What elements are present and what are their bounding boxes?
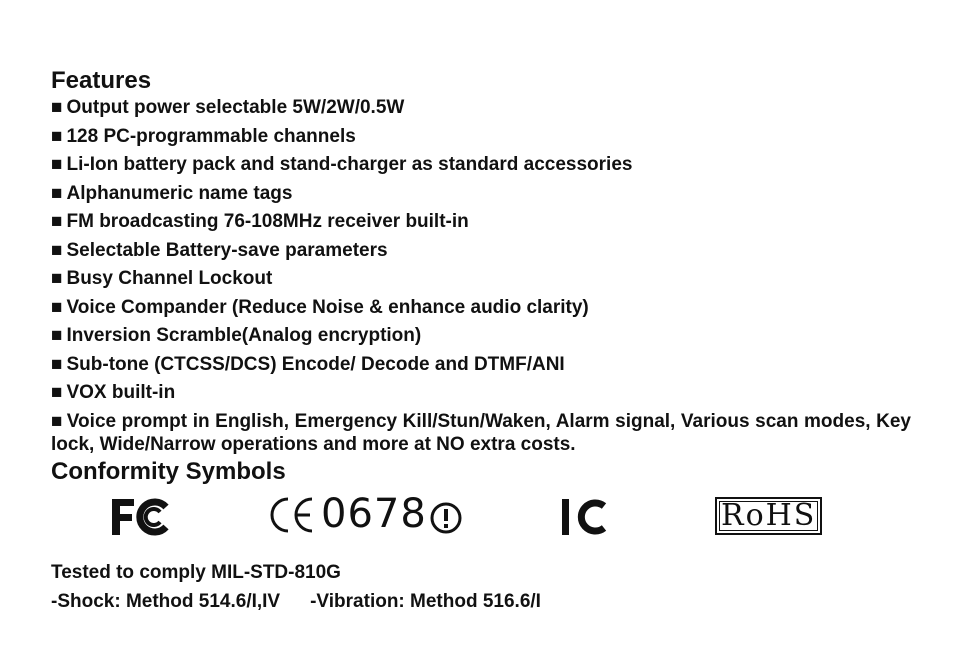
bullet-icon: ■ [51,353,63,375]
bullet-icon: ■ [51,239,63,261]
feature-item: ■ Voice Compander (Reduce Noise & enhance audio clarity) [51,296,589,318]
rohs-mark-icon: RoHS [715,497,822,535]
bullet-icon: ■ [51,382,63,403]
bullet-icon: ■ [51,410,63,432]
test-methods [51,590,911,613]
alert-class-icon [429,501,463,535]
vibration-method: -Vibration: Method 516.6/I [310,590,541,612]
ic-mark-icon [560,497,608,537]
features-list [51,96,911,457]
feature-item: ■ VOX built-in [51,382,176,403]
ce-mark-icon [268,495,316,535]
fc-mark-icon [110,497,170,537]
bullet-icon: ■ [51,182,63,204]
test-standard: Tested to comply MIL-STD-810G [51,561,341,583]
document-page [51,66,911,613]
bullet-icon: ■ [51,125,63,147]
bullet-icon: ■ [51,97,63,118]
bullet-icon: ■ [51,268,63,289]
shock-method: -Shock: Method 514.6/I,IV [51,590,281,612]
feature-item: ■ Output power selectable 5W/2W/0.5W [51,97,405,118]
feature-item: ■ Busy Channel Lockout [51,268,273,289]
conformity-title: Conformity Symbols [51,457,286,485]
feature-item: ■ Li-Ion battery pack and stand-charger as standard accessories [51,154,633,175]
bullet-icon: ■ [51,325,63,346]
ce-notified-body-number: 0678 [321,490,427,537]
feature-item: ■ 128 PC-programmable channels [51,125,356,147]
bullet-icon: ■ [51,296,63,318]
feature-item: ■ Sub-tone (CTCSS/DCS) Encode/ Decode and DTMF/ANI [51,353,565,375]
feature-item: ■ Selectable Battery-save parameters [51,239,388,261]
feature-item: ■ Inversion Scramble(Analog encryption) [51,325,422,346]
bullet-icon: ■ [51,211,63,232]
feature-item: ■ FM broadcasting 76-108MHz receiver built-in [51,211,469,232]
feature-item: ■ Alphanumeric name tags [51,182,293,204]
bullet-icon: ■ [51,154,63,175]
features-title: Features [51,67,152,94]
conformity-symbols [51,487,911,559]
feature-item: ■ Voice prompt in English, Emergency Kill/Stun/Waken, Alarm signal, Various scan modes, Key lock, Wide/Narrow operations and more at NO extra costs. [51,410,912,455]
